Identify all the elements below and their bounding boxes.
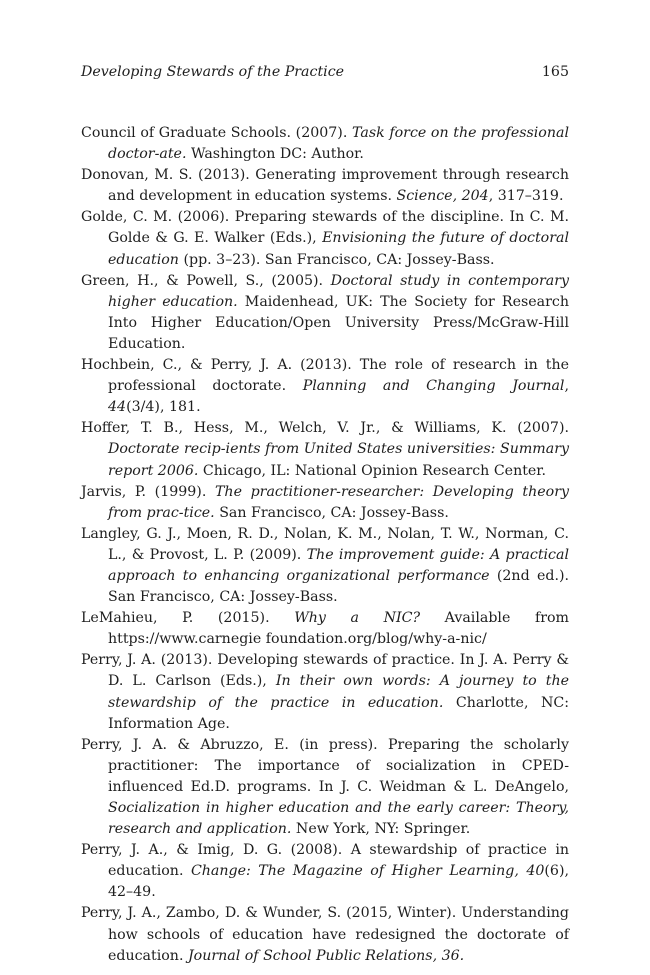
- page-header: [81, 64, 569, 84]
- reference-text: Available from https://www.carnegie foundation.org/blog/why-a-nic/: [108, 610, 569, 648]
- reference-entry: [81, 482, 569, 524]
- reference-text: (6), 42–49.: [108, 863, 569, 901]
- reference-entry: [81, 123, 569, 165]
- reference-text: Washington DC: Author.: [186, 146, 364, 163]
- reference-italic-text: Change: The Magazine of Higher Learning, 40: [190, 863, 545, 880]
- running-title: Developing Stewards of the Practice: [81, 64, 345, 80]
- reference-italic-text: Why a NIC?: [294, 610, 421, 627]
- reference-entry: [81, 650, 569, 734]
- reference-italic-text: Planning and Changing Journal: [302, 378, 565, 395]
- reference-text: Perry, J. A. (2013). Developing stewards of practice. In J. A. Perry & D. L. Carlson (Eds.),: [81, 652, 569, 690]
- reference-entry: [81, 271, 569, 355]
- reference-text: Perry, J. A., & Imig, D. G. (2008). A stewardship of practice in education.: [81, 842, 569, 880]
- page-number: 165: [541, 64, 569, 80]
- reference-italic-text: The practitioner-researcher: Developing theory from prac-tice.: [108, 483, 569, 521]
- reference-entry: [81, 735, 569, 840]
- reference-text: Hoffer, T. B., Hess, M., Welch, V. Jr., & Williams, K. (2007).: [81, 420, 569, 437]
- reference-text: Council of Graduate Schools. (2007).: [81, 125, 353, 141]
- reference-italic-text: Socialization in higher education and the early career: Theory, research and application.: [108, 800, 569, 838]
- reference-entry: [81, 840, 569, 903]
- reference-text: (3/4), 181.: [126, 399, 201, 416]
- reference-text: (pp. 3–23). San Francisco, CA: Jossey-Bass.: [178, 251, 495, 268]
- reference-text: Charlotte, NC: Information Age.: [108, 694, 569, 732]
- reference-text: San Francisco, CA: Jossey-Bass.: [214, 504, 449, 521]
- reference-text: LeMahieu, P. (2015).: [81, 610, 295, 627]
- reference-italic-text: Task force on the professional doctor-ate.: [108, 125, 569, 163]
- reference-entry: [81, 418, 569, 481]
- reference-italic-text: Envisioning the future of doctoral education: [108, 230, 569, 268]
- reference-italic-text: In their own words: A journey to the stewardship of the practice in education.: [108, 673, 569, 711]
- reference-italic-text: Journal of School Public Relations, 36.: [187, 947, 465, 964]
- reference-text: Perry, J. A., Zambo, D. & Wunder, S. (2015, Winter). Understanding how schools of education have redesigned the doctorate of education.: [81, 905, 569, 964]
- reference-italic-text: 44: [108, 399, 127, 416]
- reference-text: , 317–319.: [488, 188, 564, 205]
- reference-text: ,: [564, 378, 569, 395]
- reference-entry: [81, 165, 569, 207]
- reference-text: (2nd ed.). San Francisco, CA: Jossey-Bass.: [108, 567, 569, 606]
- reference-text: Maidenhead, UK: The Society for Research Into Higher Education/Open University Press/McGraw-Hill Education.: [108, 293, 570, 352]
- reference-text: Donovan, M. S. (2013). Generating improvement through research and development in education systems.: [81, 167, 569, 205]
- reference-text: Jarvis, P. (1999).: [81, 483, 215, 500]
- reference-text: Perry, J. A. & Abruzzo, E. (in press). Preparing the scholarly practitioner: The importance of socialization in CPED-influenced Ed.D. programs. In J. C. Weidman & L. DeAngelo,: [81, 736, 569, 795]
- reference-text: Hochbein, C., & Perry, J. A. (2013). The role of research in the professional doctorate.: [81, 357, 569, 395]
- reference-italic-text: The improvement guide: A practical approach to enhancing organizational performance: [108, 546, 569, 584]
- reference-text: New York, NY: Springer.: [291, 821, 471, 838]
- reference-italic-text: Science, 204: [396, 188, 489, 205]
- reference-list: [81, 123, 569, 967]
- reference-entry: [81, 524, 569, 608]
- reference-entry: [81, 608, 569, 650]
- reference-text: Chicago, IL: National Opinion Research Center.: [198, 462, 547, 479]
- reference-text: Golde, C. M. (2006). Preparing stewards of the discipline. In C. M. Golde & G. E. Walker (Eds.),: [81, 209, 569, 247]
- reference-text: Langley, G. J., Moen, R. D., Nolan, K. M., Nolan, T. W., Norman, C. L., & Provost, L. P. (2009).: [81, 525, 569, 563]
- reference-entry: [81, 355, 569, 418]
- reference-entry: [81, 207, 569, 270]
- reference-entry: [81, 903, 569, 966]
- reference-text: Green, H., & Powell, S., (2005).: [81, 272, 331, 289]
- reference-italic-text: Doctoral study in contemporary higher education.: [108, 272, 570, 310]
- reference-italic-text: Doctorate recip-ients from United States universities: Summary report 2006.: [108, 441, 569, 479]
